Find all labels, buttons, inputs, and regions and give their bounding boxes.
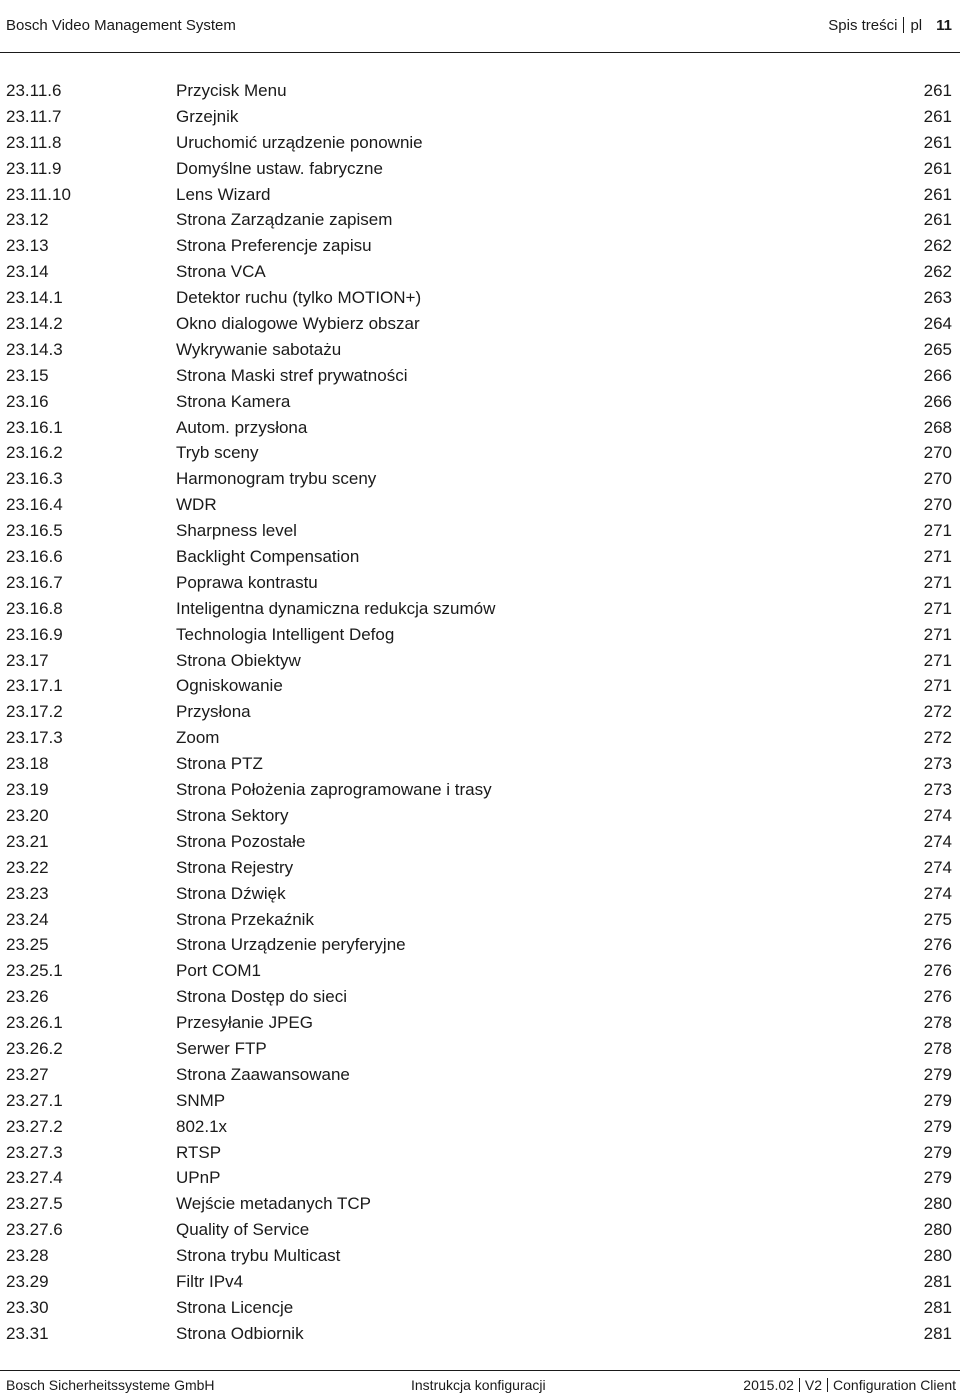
toc-entry-page: 274 bbox=[923, 831, 952, 851]
toc-entry[interactable] bbox=[0, 1010, 960, 1036]
toc-entry-title: Strona Położenia zaprogramowane i trasy bbox=[176, 780, 492, 800]
toc-entry-title: Okno dialogowe Wybierz obszar bbox=[176, 314, 420, 334]
toc-entry[interactable] bbox=[0, 1295, 960, 1321]
toc-entry-page: 270 bbox=[923, 443, 952, 463]
toc-entry-title: Detektor ruchu (tylko MOTION+) bbox=[176, 288, 422, 308]
toc-entry-page: 271 bbox=[923, 547, 952, 567]
toc-entry-number: 23.27.2 bbox=[6, 1116, 63, 1136]
footer-divider bbox=[799, 1378, 800, 1392]
toc-entry[interactable] bbox=[0, 1243, 960, 1269]
toc-entry-page: 268 bbox=[923, 417, 952, 437]
toc-entry-page: 261 bbox=[923, 210, 952, 230]
page-header bbox=[0, 0, 960, 52]
toc-entry[interactable] bbox=[0, 1114, 960, 1140]
toc-entry-number: 23.27.1 bbox=[6, 1090, 63, 1110]
toc-entry-number: 23.14.2 bbox=[6, 314, 63, 334]
toc-entry-page: 273 bbox=[923, 754, 952, 774]
toc-entry-title: Lens Wizard bbox=[176, 184, 271, 204]
footer-date: 2015.02 bbox=[743, 1377, 794, 1393]
toc-entry-title: WDR bbox=[176, 495, 217, 515]
toc-entry[interactable] bbox=[0, 1269, 960, 1295]
table-of-contents bbox=[0, 78, 960, 1347]
toc-entry-title: Strona Przekaźnik bbox=[176, 909, 314, 929]
toc-entry-number: 23.17 bbox=[6, 650, 49, 670]
toc-entry[interactable] bbox=[0, 207, 960, 233]
toc-entry[interactable] bbox=[0, 751, 960, 777]
toc-entry-page: 281 bbox=[923, 1323, 952, 1343]
toc-entry-number: 23.26 bbox=[6, 987, 49, 1007]
toc-entry[interactable] bbox=[0, 337, 960, 363]
toc-entry[interactable] bbox=[0, 1165, 960, 1191]
toc-entry[interactable] bbox=[0, 1321, 960, 1347]
toc-entry[interactable] bbox=[0, 932, 960, 958]
toc-entry-page: 266 bbox=[923, 391, 952, 411]
toc-entry-number: 23.11.8 bbox=[6, 132, 62, 152]
toc-entry-page: 279 bbox=[923, 1142, 952, 1162]
toc-entry-number: 23.11.6 bbox=[6, 81, 62, 100]
toc-entry[interactable] bbox=[0, 466, 960, 492]
toc-entry[interactable] bbox=[0, 622, 960, 648]
toc-entry-page: 272 bbox=[923, 702, 952, 722]
toc-entry-title: Poprawa kontrastu bbox=[176, 572, 318, 592]
toc-entry-title: Strona trybu Multicast bbox=[176, 1246, 341, 1266]
toc-entry-page: 271 bbox=[923, 624, 952, 644]
toc-entry[interactable] bbox=[0, 829, 960, 855]
toc-entry-page: 271 bbox=[923, 598, 952, 618]
toc-entry-title: Filtr IPv4 bbox=[176, 1271, 244, 1291]
toc-entry[interactable] bbox=[0, 182, 960, 208]
toc-entry-number: 23.18 bbox=[6, 754, 49, 774]
toc-entry-title: Wejście metadanych TCP bbox=[176, 1194, 371, 1214]
toc-entry-page: 266 bbox=[923, 365, 952, 385]
header-title: Bosch Video Management System bbox=[6, 17, 236, 34]
toc-entry-page: 276 bbox=[923, 935, 952, 955]
footer-doc-type: Instrukcja konfiguracji bbox=[411, 1377, 546, 1393]
toc-entry-number: 23.27.5 bbox=[6, 1194, 63, 1214]
toc-entry-page: 279 bbox=[923, 1064, 952, 1084]
toc-entry[interactable] bbox=[0, 233, 960, 259]
toc-entry[interactable] bbox=[0, 544, 960, 570]
toc-entry-title: Strona Maski stref prywatności bbox=[176, 365, 408, 385]
toc-entry[interactable] bbox=[0, 1140, 960, 1166]
toc-entry[interactable] bbox=[0, 130, 960, 156]
toc-entry-title: Autom. przysłona bbox=[176, 417, 308, 437]
toc-entry-page: 264 bbox=[923, 314, 952, 334]
toc-entry[interactable] bbox=[0, 1217, 960, 1243]
toc-entry-page: 271 bbox=[923, 650, 952, 670]
toc-entry[interactable] bbox=[0, 492, 960, 518]
toc-entry-page: 261 bbox=[923, 81, 952, 100]
toc-entry[interactable] bbox=[0, 907, 960, 933]
toc-entry[interactable] bbox=[0, 389, 960, 415]
toc-entry-number: 23.29 bbox=[6, 1271, 49, 1291]
toc-entry-page: 281 bbox=[923, 1271, 952, 1291]
toc-entry-page: 276 bbox=[923, 961, 952, 981]
toc-entry-title: 802.1x bbox=[176, 1116, 228, 1136]
toc-entry-page: 271 bbox=[923, 521, 952, 541]
toc-entry-title: Harmonogram trybu sceny bbox=[176, 469, 377, 489]
toc-entry-number: 23.25.1 bbox=[6, 961, 63, 981]
toc-entry-title: Ogniskowanie bbox=[176, 676, 283, 696]
toc-entry-number: 23.23 bbox=[6, 883, 49, 903]
header-section: Spis treści bbox=[828, 17, 898, 34]
toc-entry-title: Strona Dostęp do sieci bbox=[176, 987, 348, 1007]
toc-entry-page: 279 bbox=[923, 1116, 952, 1136]
toc-entry[interactable] bbox=[0, 984, 960, 1010]
toc-entry[interactable] bbox=[0, 285, 960, 311]
toc-entry-page: 278 bbox=[923, 1013, 952, 1033]
toc-entry-number: 23.21 bbox=[6, 831, 49, 851]
toc-entry-title: Przysłona bbox=[176, 702, 251, 722]
toc-entry-title: Grzejnik bbox=[176, 106, 239, 126]
footer-product: Configuration Client bbox=[833, 1377, 956, 1393]
toc-entry-title: Strona Preferencje zapisu bbox=[176, 236, 372, 256]
toc-entry[interactable] bbox=[0, 440, 960, 466]
toc-entry-page: 262 bbox=[923, 262, 952, 282]
toc-entry-title: SNMP bbox=[176, 1090, 226, 1110]
toc-entry-number: 23.16.6 bbox=[6, 547, 63, 567]
toc-entry[interactable] bbox=[0, 855, 960, 881]
toc-entry-title: Strona Obiektyw bbox=[176, 650, 301, 670]
toc-entry-page: 280 bbox=[923, 1246, 952, 1266]
header-rule bbox=[0, 52, 960, 53]
toc-entry[interactable] bbox=[0, 259, 960, 285]
toc-entry[interactable] bbox=[0, 363, 960, 389]
toc-entry-number: 23.17.3 bbox=[6, 728, 63, 748]
toc-entry-page: 261 bbox=[923, 132, 952, 152]
toc-entry[interactable] bbox=[0, 104, 960, 130]
toc-entry-number: 23.16.1 bbox=[6, 417, 63, 437]
toc-entry-title: RTSP bbox=[176, 1142, 222, 1162]
toc-entry-title: Strona Licencje bbox=[176, 1297, 294, 1317]
toc-entry-page: 279 bbox=[923, 1168, 952, 1188]
toc-entry-title: Strona VCA bbox=[176, 262, 266, 282]
toc-entry[interactable] bbox=[0, 518, 960, 544]
toc-entry-number: 23.16 bbox=[6, 391, 49, 411]
toc-entry-number: 23.12 bbox=[6, 210, 49, 230]
toc-entry[interactable] bbox=[0, 673, 960, 699]
toc-entry-page: 262 bbox=[923, 236, 952, 256]
toc-entry-page: 278 bbox=[923, 1038, 952, 1058]
toc-entry[interactable] bbox=[0, 596, 960, 622]
toc-entry-number: 23.27 bbox=[6, 1064, 49, 1084]
toc-entry-number: 23.27.3 bbox=[6, 1142, 63, 1162]
toc-entry[interactable] bbox=[0, 1191, 960, 1217]
toc-entry-page: 280 bbox=[923, 1194, 952, 1214]
toc-entry[interactable] bbox=[0, 777, 960, 803]
toc-entry-page: 261 bbox=[923, 106, 952, 126]
toc-entry-title: Strona Urządzenie peryferyjne bbox=[176, 935, 406, 955]
toc-entry-page: 261 bbox=[923, 158, 952, 178]
toc-entry-page: 279 bbox=[923, 1090, 952, 1110]
toc-entry-page: 273 bbox=[923, 780, 952, 800]
toc-entry[interactable] bbox=[0, 958, 960, 984]
toc-entry-title: Port COM1 bbox=[176, 961, 262, 981]
footer-divider bbox=[827, 1378, 828, 1392]
toc-entry-title: Strona Zarządzanie zapisem bbox=[176, 210, 393, 230]
toc-entry-number: 23.24 bbox=[6, 909, 49, 929]
toc-entry-title: Backlight Compensation bbox=[176, 547, 360, 567]
toc-entry-number: 23.26.1 bbox=[6, 1013, 63, 1033]
header-divider bbox=[903, 17, 904, 33]
toc-entry-title: UPnP bbox=[176, 1168, 221, 1188]
toc-entry[interactable] bbox=[0, 156, 960, 182]
toc-entry-page: 272 bbox=[923, 728, 952, 748]
footer-company: Bosch Sicherheitssysteme GmbH bbox=[6, 1377, 215, 1393]
toc-entry-number: 23.14 bbox=[6, 262, 49, 282]
toc-entry[interactable] bbox=[0, 415, 960, 441]
toc-entry-number: 23.16.8 bbox=[6, 598, 63, 618]
toc-entry[interactable] bbox=[0, 570, 960, 596]
toc-entry[interactable] bbox=[0, 725, 960, 751]
toc-entry-number: 23.30 bbox=[6, 1297, 49, 1317]
toc-entry-page: 274 bbox=[923, 883, 952, 903]
toc-entry-number: 23.26.2 bbox=[6, 1038, 63, 1058]
toc-entry[interactable] bbox=[0, 1088, 960, 1114]
toc-entry-number: 23.16.9 bbox=[6, 624, 63, 644]
toc-entry-page: 280 bbox=[923, 1220, 952, 1240]
toc-entry-number: 23.16.2 bbox=[6, 443, 63, 463]
toc-entry[interactable] bbox=[0, 881, 960, 907]
toc-entry-title: Wykrywanie sabotażu bbox=[176, 339, 342, 359]
toc-entry-page: 271 bbox=[923, 676, 952, 696]
toc-entry-title: Serwer FTP bbox=[176, 1038, 267, 1058]
toc-entry-title: Strona Zaawansowane bbox=[176, 1064, 350, 1084]
footer-rule bbox=[0, 1370, 960, 1371]
header-section-info bbox=[828, 17, 952, 34]
toc-entry-title: Strona Rejestry bbox=[176, 857, 294, 877]
toc-entry-number: 23.16.4 bbox=[6, 495, 63, 515]
toc-entry-title: Domyślne ustaw. fabryczne bbox=[176, 158, 383, 178]
toc-entry-page: 263 bbox=[923, 288, 952, 308]
toc-entry-number: 23.27.4 bbox=[6, 1168, 63, 1188]
toc-entry-number: 23.11.9 bbox=[6, 158, 62, 178]
toc-entry-page: 265 bbox=[923, 339, 952, 359]
footer-version: V2 bbox=[804, 1377, 823, 1393]
toc-entry-page: 275 bbox=[923, 909, 952, 929]
toc-entry-number: 23.17.1 bbox=[6, 676, 63, 696]
toc-entry-page: 270 bbox=[923, 495, 952, 515]
toc-entry-number: 23.27.6 bbox=[6, 1220, 63, 1240]
toc-entry-title: Strona Odbiornik bbox=[176, 1323, 304, 1343]
toc-entry-page: 274 bbox=[923, 857, 952, 877]
toc-entry-number: 23.22 bbox=[6, 857, 49, 877]
toc-entry-number: 23.17.2 bbox=[6, 702, 63, 722]
toc-entry-number: 23.15 bbox=[6, 365, 49, 385]
toc-entry-title: Quality of Service bbox=[176, 1220, 310, 1240]
toc-entry[interactable] bbox=[0, 1036, 960, 1062]
toc-entry-number: 23.14.1 bbox=[6, 288, 63, 308]
toc-entry-page: 276 bbox=[923, 987, 952, 1007]
toc-entry-page: 261 bbox=[923, 184, 952, 204]
toc-entry-page: 274 bbox=[923, 805, 952, 825]
toc-entry-number: 23.11.7 bbox=[6, 106, 62, 126]
toc-entry-title: Zoom bbox=[176, 728, 220, 748]
toc-entry-title: Inteligentna dynamiczna redukcja szumów bbox=[176, 598, 496, 618]
toc-entry[interactable] bbox=[0, 803, 960, 829]
toc-entry-number: 23.16.5 bbox=[6, 521, 63, 541]
toc-entry-number: 23.14.3 bbox=[6, 339, 63, 359]
header-lang: pl bbox=[910, 17, 923, 34]
toc-entry-number: 23.28 bbox=[6, 1246, 49, 1266]
footer-edition bbox=[743, 1377, 956, 1393]
toc-entry-number: 23.31 bbox=[6, 1323, 49, 1343]
toc-entry-page: 270 bbox=[923, 469, 952, 489]
toc-entry-number: 23.16.7 bbox=[6, 572, 63, 592]
toc-entry-title: Przycisk Menu bbox=[176, 81, 287, 100]
toc-entry-title: Przesyłanie JPEG bbox=[176, 1013, 313, 1033]
toc-entry[interactable] bbox=[0, 648, 960, 674]
toc-entry-number: 23.13 bbox=[6, 236, 49, 256]
toc-entry-number: 23.19 bbox=[6, 780, 49, 800]
toc-entry-title: Strona Pozostałe bbox=[176, 831, 306, 851]
header-page-number: 11 bbox=[936, 17, 952, 34]
toc-entry-title: Tryb sceny bbox=[176, 443, 259, 463]
toc-entry-page: 281 bbox=[923, 1297, 952, 1317]
toc-entry-title: Technologia Intelligent Defog bbox=[176, 624, 395, 644]
toc-entry[interactable] bbox=[0, 1062, 960, 1088]
toc-entry-number: 23.11.10 bbox=[6, 184, 71, 204]
toc-entry-title: Strona PTZ bbox=[176, 754, 263, 774]
toc-entry-title: Strona Kamera bbox=[176, 391, 291, 411]
toc-entry-number: 23.20 bbox=[6, 805, 49, 825]
toc-entry[interactable] bbox=[0, 78, 960, 104]
toc-entry-title: Sharpness level bbox=[176, 521, 297, 541]
toc-entry-title: Strona Dźwięk bbox=[176, 883, 286, 903]
toc-entry-page: 271 bbox=[923, 572, 952, 592]
toc-entry-number: 23.25 bbox=[6, 935, 49, 955]
toc-entry-title: Strona Sektory bbox=[176, 805, 289, 825]
toc-entry-number: 23.16.3 bbox=[6, 469, 63, 489]
toc-entry[interactable] bbox=[0, 699, 960, 725]
toc-entry[interactable] bbox=[0, 311, 960, 337]
toc-entry-title: Uruchomić urządzenie ponownie bbox=[176, 132, 423, 152]
